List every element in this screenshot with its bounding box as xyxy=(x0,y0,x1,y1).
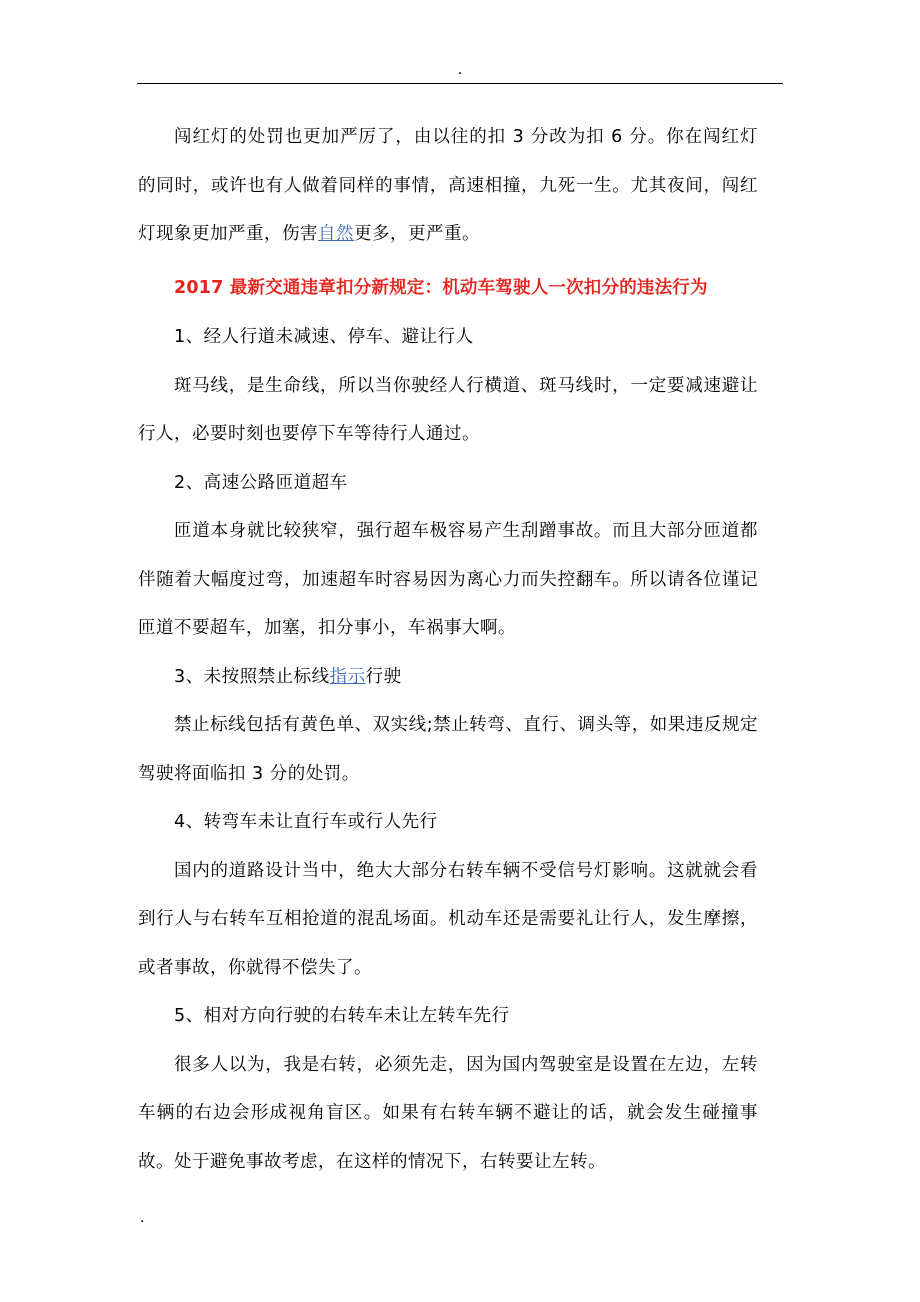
item5-body: 很多人以为，我是右转，必须先走，因为国内驾驶室是设置在左边，左转车辆的右边会形成视角盲区。如果有右转车辆不避让的话，就会发生碰撞事故。处于避免事故考虑，在这样的情况下，右转要让左转。 xyxy=(138,1054,758,1172)
item3-title xyxy=(138,653,758,702)
link-zhishi[interactable]: 指示 xyxy=(329,666,366,687)
document-body xyxy=(138,113,758,1186)
item5-title: 5、相对方向行驶的右转车未让左转车先行 xyxy=(174,1006,510,1026)
link-ziran[interactable]: 自然 xyxy=(318,224,354,244)
item3-title-after-link: 行驶 xyxy=(365,666,402,687)
item2-title: 2、高速公路匝道超车 xyxy=(174,472,348,493)
intro-paragraph xyxy=(138,113,758,259)
item1-body: 斑马线，是生命线，所以当你驶经人行横道、斑马线时，一定要减速避让行人，必要时刻也要停下车等待行人通过。 xyxy=(138,375,758,444)
header-rule xyxy=(137,83,783,84)
intro-text-after-link: 更多，更严重。 xyxy=(354,224,480,244)
item1-title: 1、经人行道未减速、停车、避让行人 xyxy=(174,327,474,347)
item3-body: 禁止标线包括有黄色单、双实线;禁止转弯、直行、调头等，如果违反规定驾驶将面临扣 3 分的处罚。 xyxy=(138,715,758,784)
item4-body: 国内的道路设计当中，绝大大部分右转车辆不受信号灯影响。这就就会看到行人与右转车互相抢道的混乱场面。机动车还是需要礼让行人，发生摩擦，或者事故，你就得不偿失了。 xyxy=(138,860,758,978)
footer-mark: . xyxy=(140,1210,145,1226)
section-heading: 2017 最新交通违章扣分新规定：机动车驾驶人一次扣分的违法行为 xyxy=(174,277,708,298)
item2-body: 匝道本身就比较狭窄，强行超车极容易产生刮蹭事故。而且大部分匝道都伴随着大幅度过弯，加速超车时容易因为离心力而失控翻车。所以请各位谨记匝道不要超车，加塞，扣分事小，车祸事大啊。 xyxy=(138,521,758,638)
item3-title-before-link: 3、未按照禁止标线 xyxy=(174,666,330,687)
item4-title: 4、转弯车未让直行车或行人先行 xyxy=(174,812,438,832)
intro-text-before-link: 闯红灯的处罚也更加严厉了，由以往的扣 3 分改为扣 6 分。你在闯红灯的同时，或许也有人做着同样的事情，高速相撞，九死一生。尤其夜间，闯红灯现象更加严重，伤害 xyxy=(138,127,758,244)
header-mark: . xyxy=(457,62,463,78)
